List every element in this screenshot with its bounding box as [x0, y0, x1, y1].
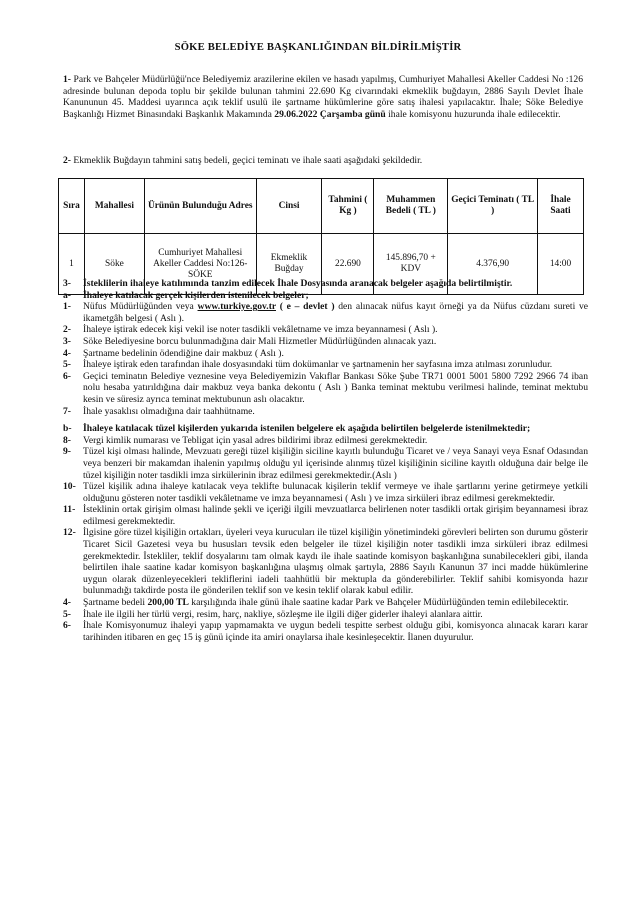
list-item-number: 2-: [63, 324, 71, 336]
list-item-number: 4-: [63, 597, 71, 609]
list-item: [63, 348, 588, 360]
paragraph-2: [63, 155, 583, 167]
header-tahmini: Tahmini ( Kg ): [322, 179, 374, 234]
list-item-text: İsteklinin ortak girişim olması halinde şekli ve içeriği ilgili mevzuatlarca belirlenen noter tasdikli ortak girişim beyannamesi ibraz edilmesi gerekmektedir.: [83, 504, 588, 527]
list-item-text: Geçici teminatın Belediye veznesine veya Belediyemizin Vakıflar Bankası Söke Şube TR71 0001 5001 5800 7292 2966 74 iban nolu hesaba yatırıldığına dair makbuz veya banka dekontu ( Aslı ) Banka teminat mektubu verilmesi halinde, teminat mektubu kesin ve süresiz ayrıca teminat mektubunun aslı olacaktır.: [83, 370, 588, 405]
header-urun-adres: Ürünün Bulunduğu Adres: [144, 179, 256, 234]
list-item: [63, 481, 588, 504]
sub-a-heading: [63, 290, 588, 302]
list-item-text: Vergi kimlik numarası ve Tebligat için yasal adres bildirimi ibraz edilmesi gerekmektedir.: [83, 434, 428, 446]
list-item-number: 8-: [63, 434, 71, 446]
sub-b-heading: [63, 423, 588, 435]
list-item: [63, 359, 588, 371]
paragraph-1-text-b: ihale komisyonu huzurunda ihale edilecektir.: [385, 108, 561, 120]
list-item-text-post: karşılığında ihale günü ihale saatine kadar Park ve Bahçeler Müdürlüğünden temin edilebilecektir.: [188, 597, 569, 609]
table-header-row: [59, 179, 584, 234]
list-item: [63, 435, 588, 447]
list-item-text: İlgisine göre tüzel kişiliğin ortakları, üyeleri veya kurucuları ile tüzel kişiliğin yönetimindeki görevleri belirten son durumu gösterir Ticaret Sicil Gazetesi veya bu hususları tevsik eden belgeler ile tüzel kişiliğin noter tasdikli imza sirküleri ibraz edilmesi gerekmektedir. İstekliler, teklif dosyalarını tam olmak kaydı ile ihale saatinde komisyon başkanlığına sunabilecekleri gibi, ilanda belirtilen ihale saatine kadar komisyon başkanlığına ulaşmış olmak şartıyla, 2886 Sayılı Kanunun 37 inci madde hükümlerine uygun olarak düzenleyecekleri tekliflerini iadeli taahhütlü bir mektupla da gönderebilirler. Teklif sahibi komisyonda hazır bulunmadığı takdirde posta ile gönderilen teklif son ve kesin teklif olarak kabul edilir.: [83, 527, 588, 597]
list-item-text-post: den alınacak nüfus kayıt örneği ya da Nüfus cüzdanı sureti ve ikametgâh belgesi ( Aslı ).: [83, 301, 589, 324]
list-item: [63, 406, 588, 418]
requirements-section: [63, 278, 588, 643]
cell-saat: 14:00: [538, 234, 584, 295]
cell-mahalle: Söke: [84, 234, 144, 295]
header-mahalle: Mahallesi: [84, 179, 144, 234]
list-item-number: 3-: [63, 335, 71, 347]
page-title: SÖKE BELEDİYE BAŞKANLIĞINDAN BİLDİRİLMİŞTİR: [174, 42, 462, 53]
list-item-number: 7-: [63, 405, 71, 417]
list-item: [63, 301, 588, 324]
list-item-text: İhaleye iştirak edecek kişi vekil ise noter tasdikli vekâletname ve imza beyannamesi ( Aslı ).: [83, 324, 438, 336]
list-item: [63, 446, 588, 481]
list-item-number: 5-: [63, 608, 71, 620]
sub-b-number: b-: [63, 423, 72, 435]
list-item-text: İhale Komisyonumuz ihaleyi yapıp yapmamakta ve uygun bedeli tespitte serbest olduğu gibi, komisyonca alınacak kararı karar tarihinden itibaren en geç 15 iş günü içinde ita amiri onaylarsa ihale kesinleşecektir. İlanen duyurulur.: [83, 620, 588, 643]
sub-a-number: a-: [63, 289, 71, 301]
list-item-number: 10-: [63, 481, 76, 493]
list-item-number: 6-: [63, 620, 71, 632]
list-item-text: İhale yasaklısı olmadığına dair taahhütname.: [83, 405, 255, 417]
section-3-text: İsteklilerin ihaleye katılımında tanzim edilecek İhale Dosyasında aranacak belgeler aşağıda belirtilmiştir.: [83, 278, 513, 289]
cell-teminat: 4.376,90: [448, 234, 538, 295]
section-3-number: 3-: [63, 278, 71, 289]
header-sira: Sıra: [59, 179, 85, 234]
list-item-number: 11-: [63, 504, 76, 516]
cell-muhammen: 145.896,70 + KDV: [374, 234, 448, 295]
list-item-number: 6-: [63, 370, 71, 382]
list-item: [63, 609, 588, 621]
list-item-number: 9-: [63, 446, 71, 458]
list-item-text: Tüzel kişilik adına ihaleye katılacak veya teklifte bulunacak kişilerin teklif vermeye ve ihale şartlarını yerine getirmeye yetkili olduğunu gösteren noter tasdikli vekâletname ve imza beyannamesi ( Aslı ) ve imza sirküleri ibraz edilmesi gerekmektedir.: [83, 481, 588, 504]
cell-sira: 1: [59, 234, 85, 295]
list-item: [63, 336, 588, 348]
paragraph-1: [63, 74, 583, 120]
paragraph-1-date: 29.06.2022 Çarşamba günü: [274, 108, 386, 120]
list-item: [63, 527, 588, 597]
list-item-text: Söke Belediyesine borcu bulunmadığına dair Mali Hizmetler Müdürlüğünden alınacak yazı.: [83, 335, 437, 347]
list-item-text-mid: ( e – devlet ): [275, 301, 335, 313]
paragraph-1-number: 1-: [63, 74, 71, 85]
list-item-text-pre: Şartname bedeli: [83, 597, 148, 609]
cell-urun-adres: Cumhuriyet Mahallesi Akeller Caddesi No:126-SÖKE: [144, 234, 256, 295]
cell-tahmini: 22.690: [322, 234, 374, 295]
list-item-number: 5-: [63, 359, 71, 371]
list-item: [63, 620, 588, 643]
header-saat: İhale Saati: [538, 179, 584, 234]
header-cinsi: Cinsi: [256, 179, 322, 234]
list-item: [63, 324, 588, 336]
list-item-text: [83, 597, 588, 609]
list-item-number: 4-: [63, 347, 71, 359]
list-item: [63, 504, 588, 527]
list-item-text: İhale ile ilgili her türlü vergi, resim, harç, nakliye, sözleşme ile ilgili diğer giderler ihaleyi alanlara aittir.: [83, 608, 483, 620]
list-item-text-pre: Nüfus Müdürlüğünden veya: [83, 301, 198, 313]
specification-fee: 200,00 TL: [147, 597, 189, 609]
list-item-text: Tüzel kişi olması halinde, Mevzuatı gereği tüzel kişiliğin siciline kayıtlı bulunduğu Ticaret ve / veya Sanayi veya Esnaf Odasından veya benzeri bir makamdan ihalenin yapılmış olduğu yıl içerisinde alınmış tüzel kişiliğinin siciline kayıtlı olduğuna dair belge ile tüzel kişiliğin noter tasdikli imza sirkülerinin ibraz edilmesi gerekmektedir.(Aslı ): [83, 446, 588, 481]
paragraph-1-text-a: Park ve Bahçeler Müdürlüğü'nce Belediyemiz arazilerine ekilen ve hasadı yapılmış, Cumhuriyet Mahallesi Akeller Caddesi No :126 adresinde bulunan depoda toplu bir şekilde bulunan tahmini 22.690 Kg civarındaki ekmeklik buğdayın, 2886 Sayılı Devlet İhale Kanununun 45. Maddesi uyarınca açık teklif usulü ile şartname hükümlerine göre satış ihalesi yapılacaktır. İhale; Söke Belediye Başkanlığı Hizmet Binasındaki Başkanlık Makamında: [63, 74, 583, 120]
list-item-text: [83, 301, 588, 324]
list-item: [63, 597, 588, 609]
turkiye-gov-link[interactable]: www.turkiye.gov.tr: [197, 301, 276, 313]
header-teminat: Geçici Teminatı ( TL ): [448, 179, 538, 234]
list-item-text: Şartname bedelinin ödendiğine dair makbuz ( Aslı ).: [83, 347, 284, 359]
paragraph-2-text: Ekmeklik Buğdayın tahmini satış bedeli, geçici teminatı ve ihale saati aşağıdaki şekildedir.: [71, 155, 423, 166]
cell-cinsi: Ekmeklik Buğday: [256, 234, 322, 295]
list-item-number: 1-: [63, 301, 71, 313]
list-item-text: İhaleye iştirak eden tarafından ihale dosyasındaki tüm dokümanlar ve şartnamenin her sayfasına imza atılması zorunludur.: [83, 359, 553, 371]
sub-b-text: İhaleye katılacak tüzel kişilerden yukarıda istenilen belgelere ek aşağıda belirtilen belgelerde istenilmektedir;: [83, 423, 531, 435]
sub-a-text: İhaleye katılacak gerçek kişilerden istenilecek belgeler;: [83, 289, 309, 301]
list-item-number: 12-: [63, 527, 76, 539]
list-item: [63, 371, 588, 406]
section-3-heading: [63, 278, 588, 290]
header-muhammen: Muhammen Bedeli ( TL ): [374, 179, 448, 234]
paragraph-2-number: 2-: [63, 155, 71, 166]
